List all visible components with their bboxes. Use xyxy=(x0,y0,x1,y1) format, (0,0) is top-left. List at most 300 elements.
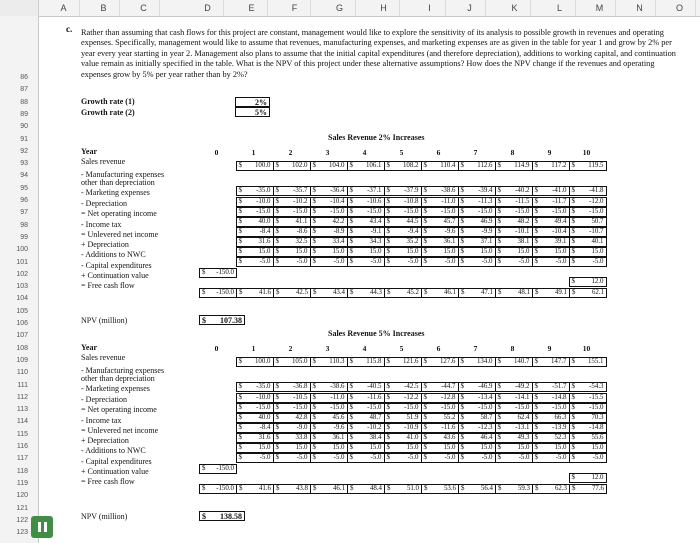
cell[interactable] xyxy=(348,485,385,494)
row-number[interactable]: 97 xyxy=(20,209,28,217)
cell[interactable] xyxy=(236,238,273,247)
cell[interactable] xyxy=(458,424,495,433)
cell[interactable] xyxy=(421,404,458,413)
cell[interactable] xyxy=(458,394,495,403)
cell[interactable] xyxy=(495,383,532,392)
cell[interactable] xyxy=(237,485,274,494)
cell[interactable] xyxy=(199,198,236,207)
cell[interactable] xyxy=(385,289,422,298)
cell[interactable] xyxy=(495,208,532,217)
cell[interactable] xyxy=(347,358,384,367)
column-header-o[interactable]: O xyxy=(664,0,696,16)
cell[interactable] xyxy=(459,485,496,494)
row-number[interactable]: 89 xyxy=(20,110,28,118)
cell[interactable] xyxy=(199,444,236,453)
cell[interactable] xyxy=(384,414,421,423)
cell[interactable] xyxy=(311,485,348,494)
cell[interactable] xyxy=(569,474,606,483)
cell[interactable] xyxy=(384,258,421,267)
cell[interactable] xyxy=(199,383,236,392)
npv-cell[interactable] xyxy=(199,511,245,521)
cell[interactable] xyxy=(310,218,347,227)
cell[interactable] xyxy=(495,187,532,196)
cell[interactable] xyxy=(310,444,347,453)
cell[interactable] xyxy=(384,218,421,227)
cell[interactable] xyxy=(495,474,532,483)
cell[interactable] xyxy=(495,434,532,443)
cell[interactable] xyxy=(421,238,458,247)
cell[interactable] xyxy=(532,218,569,227)
row-number[interactable]: 109 xyxy=(16,356,28,364)
cell[interactable] xyxy=(347,414,384,423)
row-number[interactable]: 111 xyxy=(17,381,28,389)
cell[interactable] xyxy=(495,258,532,267)
row-number[interactable]: 94 xyxy=(20,172,28,180)
row-number[interactable]: 90 xyxy=(20,123,28,131)
cell[interactable] xyxy=(569,218,606,227)
cell[interactable] xyxy=(273,424,310,433)
cell[interactable] xyxy=(199,208,236,217)
cell[interactable] xyxy=(421,278,458,287)
cell[interactable] xyxy=(199,358,236,367)
cell[interactable] xyxy=(199,238,236,247)
cell[interactable] xyxy=(458,162,495,171)
cell[interactable] xyxy=(237,289,274,298)
row-number[interactable]: 101 xyxy=(16,258,28,266)
row-number[interactable]: 98 xyxy=(20,221,28,229)
cell[interactable] xyxy=(199,394,236,403)
cell[interactable] xyxy=(569,278,606,287)
cell[interactable] xyxy=(495,454,532,463)
cell[interactable] xyxy=(458,474,495,483)
cell[interactable] xyxy=(569,404,606,413)
cell[interactable] xyxy=(495,358,532,367)
cell[interactable] xyxy=(347,424,384,433)
cell[interactable] xyxy=(384,383,421,392)
cell[interactable] xyxy=(347,394,384,403)
cell[interactable] xyxy=(421,444,458,453)
cell[interactable] xyxy=(347,278,384,287)
row-number[interactable]: 121 xyxy=(16,504,28,512)
cell[interactable] xyxy=(273,228,310,237)
row-number[interactable]: 117 xyxy=(16,455,28,463)
cell[interactable] xyxy=(422,289,459,298)
cell[interactable] xyxy=(236,454,273,463)
cell[interactable] xyxy=(199,474,236,483)
cell[interactable] xyxy=(236,258,273,267)
cell[interactable] xyxy=(273,358,310,367)
column-header-h[interactable]: H xyxy=(368,0,400,16)
cell[interactable] xyxy=(347,162,384,171)
cell[interactable] xyxy=(384,358,421,367)
cell[interactable] xyxy=(273,218,310,227)
cell[interactable] xyxy=(384,444,421,453)
cell[interactable] xyxy=(569,454,606,463)
cell[interactable] xyxy=(273,248,310,257)
cell[interactable] xyxy=(347,228,384,237)
column-header-k[interactable]: K xyxy=(499,0,531,16)
cell[interactable] xyxy=(274,289,311,298)
cell[interactable] xyxy=(458,258,495,267)
cell[interactable] xyxy=(384,394,421,403)
cell[interactable] xyxy=(422,485,459,494)
column-header-m[interactable]: M xyxy=(584,0,616,16)
cell[interactable] xyxy=(496,485,533,494)
cell[interactable] xyxy=(273,208,310,217)
cell[interactable] xyxy=(310,434,347,443)
cell[interactable] xyxy=(532,434,569,443)
cell[interactable] xyxy=(532,248,569,257)
cell[interactable] xyxy=(421,248,458,257)
cell[interactable] xyxy=(273,238,310,247)
cell[interactable] xyxy=(310,424,347,433)
row-number[interactable]: 87 xyxy=(20,86,28,94)
cell[interactable] xyxy=(533,485,570,494)
cell[interactable] xyxy=(347,383,384,392)
cell[interactable] xyxy=(421,434,458,443)
cell[interactable] xyxy=(384,474,421,483)
cell[interactable] xyxy=(421,383,458,392)
cell[interactable] xyxy=(458,218,495,227)
cell[interactable] xyxy=(236,424,273,433)
column-header-g[interactable]: G xyxy=(324,0,356,16)
pause-button[interactable] xyxy=(31,516,53,538)
cell[interactable] xyxy=(236,444,273,453)
cell[interactable] xyxy=(458,414,495,423)
cell[interactable] xyxy=(236,248,273,257)
cell[interactable] xyxy=(199,187,236,196)
cell[interactable] xyxy=(310,278,347,287)
cell[interactable] xyxy=(569,248,606,257)
cell[interactable] xyxy=(236,218,273,227)
row-number[interactable]: 108 xyxy=(16,344,28,352)
cell[interactable] xyxy=(385,485,422,494)
cell[interactable] xyxy=(532,474,569,483)
cell[interactable] xyxy=(532,424,569,433)
cell[interactable] xyxy=(458,238,495,247)
cell[interactable] xyxy=(273,278,310,287)
cell[interactable] xyxy=(495,404,532,413)
cell[interactable] xyxy=(458,187,495,196)
cell[interactable] xyxy=(532,278,569,287)
cell[interactable] xyxy=(532,208,569,217)
cell[interactable] xyxy=(347,404,384,413)
cell[interactable] xyxy=(384,248,421,257)
cell[interactable] xyxy=(236,434,273,443)
cell[interactable] xyxy=(421,474,458,483)
cell[interactable] xyxy=(347,444,384,453)
cell[interactable] xyxy=(384,208,421,217)
cell[interactable] xyxy=(310,238,347,247)
column-header-n[interactable]: N xyxy=(624,0,656,16)
cell[interactable] xyxy=(532,187,569,196)
cell[interactable] xyxy=(310,187,347,196)
cell[interactable] xyxy=(532,404,569,413)
row-number[interactable]: 102 xyxy=(16,270,28,278)
column-header-a[interactable]: A xyxy=(48,0,80,16)
cell[interactable] xyxy=(569,358,606,367)
row-number[interactable]: 122 xyxy=(16,516,28,524)
cell[interactable] xyxy=(273,198,310,207)
cell[interactable] xyxy=(236,187,273,196)
cell[interactable] xyxy=(199,218,236,227)
cell[interactable] xyxy=(459,289,496,298)
cell[interactable] xyxy=(496,289,533,298)
cell[interactable] xyxy=(236,208,273,217)
cell[interactable] xyxy=(384,198,421,207)
cell[interactable] xyxy=(273,187,310,196)
cell[interactable] xyxy=(236,383,273,392)
cell[interactable] xyxy=(569,238,606,247)
cell[interactable] xyxy=(347,187,384,196)
cell[interactable] xyxy=(384,228,421,237)
cell[interactable] xyxy=(532,383,569,392)
cell[interactable] xyxy=(458,248,495,257)
growth-rate-1-cell[interactable]: 2% xyxy=(235,97,270,107)
row-number[interactable]: 100 xyxy=(16,246,28,254)
cell[interactable] xyxy=(532,198,569,207)
npv-cell[interactable] xyxy=(199,315,245,325)
cell[interactable] xyxy=(273,414,310,423)
cell[interactable] xyxy=(200,485,237,494)
cell[interactable] xyxy=(199,248,236,257)
cell[interactable] xyxy=(495,394,532,403)
cell[interactable] xyxy=(199,278,236,287)
cell[interactable] xyxy=(199,414,236,423)
column-header-d[interactable]: D xyxy=(192,0,224,16)
cell[interactable] xyxy=(569,434,606,443)
cell[interactable] xyxy=(421,258,458,267)
cell[interactable] xyxy=(347,248,384,257)
cell[interactable] xyxy=(532,444,569,453)
row-number[interactable]: 86 xyxy=(20,74,28,81)
cell[interactable] xyxy=(236,228,273,237)
cell[interactable] xyxy=(310,414,347,423)
column-header-i[interactable]: I xyxy=(414,0,446,16)
cell[interactable] xyxy=(569,162,606,171)
cell[interactable] xyxy=(310,358,347,367)
cell[interactable] xyxy=(199,228,236,237)
cell[interactable] xyxy=(310,228,347,237)
cell[interactable] xyxy=(458,434,495,443)
cell[interactable] xyxy=(421,394,458,403)
cell[interactable] xyxy=(421,187,458,196)
row-number[interactable]: 116 xyxy=(16,443,28,450)
cell[interactable] xyxy=(532,162,569,171)
cell[interactable] xyxy=(310,208,347,217)
row-number[interactable]: 107 xyxy=(16,332,28,340)
cell[interactable] xyxy=(570,289,607,298)
cell[interactable] xyxy=(569,444,606,453)
growth-rate-2-cell[interactable]: 5% xyxy=(235,107,270,117)
cell[interactable] xyxy=(384,162,421,171)
cell[interactable] xyxy=(384,434,421,443)
cell[interactable] xyxy=(458,208,495,217)
cell[interactable] xyxy=(199,434,236,443)
cell[interactable] xyxy=(384,424,421,433)
cell[interactable] xyxy=(273,434,310,443)
cell[interactable] xyxy=(458,278,495,287)
row-number[interactable]: 118 xyxy=(16,467,28,475)
cell[interactable] xyxy=(495,424,532,433)
column-header-b[interactable]: B xyxy=(88,0,120,16)
row-number[interactable]: 112 xyxy=(16,393,28,401)
row-number[interactable]: 113 xyxy=(16,406,28,414)
cell[interactable] xyxy=(310,454,347,463)
cell[interactable] xyxy=(236,414,273,423)
cell[interactable] xyxy=(495,228,532,237)
cell[interactable] xyxy=(384,187,421,196)
row-number[interactable]: 93 xyxy=(20,160,28,168)
cell[interactable] xyxy=(273,474,310,483)
cell[interactable] xyxy=(310,198,347,207)
cell[interactable] xyxy=(569,208,606,217)
cell[interactable] xyxy=(533,289,570,298)
cell[interactable] xyxy=(532,228,569,237)
cell[interactable] xyxy=(273,258,310,267)
cell[interactable] xyxy=(200,289,237,298)
column-header-e[interactable]: E xyxy=(236,0,268,16)
cell[interactable] xyxy=(199,404,236,413)
cell[interactable] xyxy=(347,258,384,267)
row-number[interactable]: 95 xyxy=(20,184,28,192)
cell[interactable] xyxy=(495,248,532,257)
row-number[interactable]: 106 xyxy=(16,320,28,327)
row-number[interactable]: 123 xyxy=(16,529,28,537)
cell[interactable] xyxy=(532,394,569,403)
cell[interactable] xyxy=(310,248,347,257)
cell[interactable] xyxy=(532,414,569,423)
cell[interactable] xyxy=(569,198,606,207)
cell[interactable] xyxy=(495,198,532,207)
cell[interactable] xyxy=(421,228,458,237)
cell[interactable] xyxy=(458,228,495,237)
column-header-j[interactable]: J xyxy=(454,0,486,16)
cell[interactable] xyxy=(570,485,607,494)
cell[interactable] xyxy=(199,454,236,463)
column-header-l[interactable]: L xyxy=(544,0,576,16)
row-number[interactable]: 114 xyxy=(16,418,28,426)
cell[interactable] xyxy=(532,358,569,367)
cell[interactable] xyxy=(310,162,347,171)
cell[interactable] xyxy=(532,258,569,267)
cell[interactable] xyxy=(273,383,310,392)
cell[interactable] xyxy=(569,394,606,403)
cell[interactable] xyxy=(311,289,348,298)
cell[interactable] xyxy=(347,474,384,483)
cell[interactable] xyxy=(458,454,495,463)
select-all-corner[interactable] xyxy=(0,0,39,16)
cell[interactable] xyxy=(236,278,273,287)
column-header-c[interactable]: C xyxy=(128,0,160,16)
row-number[interactable]: 104 xyxy=(16,295,28,303)
cell[interactable] xyxy=(421,424,458,433)
cell[interactable] xyxy=(495,218,532,227)
cell[interactable] xyxy=(569,258,606,267)
cell[interactable] xyxy=(310,258,347,267)
cell[interactable] xyxy=(236,404,273,413)
cell[interactable] xyxy=(421,198,458,207)
cell[interactable] xyxy=(569,187,606,196)
cell[interactable] xyxy=(310,394,347,403)
cell[interactable] xyxy=(273,444,310,453)
cell[interactable] xyxy=(347,218,384,227)
row-number[interactable]: 120 xyxy=(16,492,28,500)
cell[interactable] xyxy=(569,414,606,423)
cell[interactable] xyxy=(421,414,458,423)
cell[interactable] xyxy=(495,444,532,453)
cell[interactable] xyxy=(199,162,236,171)
row-number[interactable]: 110 xyxy=(16,369,28,377)
row-number[interactable]: 115 xyxy=(16,430,28,438)
cell[interactable] xyxy=(495,414,532,423)
cell[interactable] xyxy=(199,424,236,433)
cell[interactable] xyxy=(273,162,310,171)
cell[interactable] xyxy=(310,474,347,483)
cell[interactable] xyxy=(347,208,384,217)
cell[interactable] xyxy=(421,208,458,217)
cell[interactable] xyxy=(310,383,347,392)
cell[interactable] xyxy=(347,434,384,443)
cell[interactable] xyxy=(458,198,495,207)
cell[interactable] xyxy=(421,358,458,367)
cell[interactable] xyxy=(384,278,421,287)
cell[interactable] xyxy=(495,162,532,171)
cell[interactable] xyxy=(236,162,273,171)
cell[interactable] xyxy=(384,238,421,247)
cell[interactable] xyxy=(495,238,532,247)
cell[interactable] xyxy=(236,358,273,367)
cell[interactable] xyxy=(348,289,385,298)
cell[interactable] xyxy=(310,404,347,413)
cell[interactable] xyxy=(458,358,495,367)
cell[interactable] xyxy=(458,404,495,413)
cell[interactable] xyxy=(532,238,569,247)
cell[interactable] xyxy=(273,404,310,413)
cell[interactable] xyxy=(236,198,273,207)
cell[interactable] xyxy=(495,278,532,287)
row-number[interactable]: 99 xyxy=(20,233,28,241)
cell[interactable] xyxy=(236,394,273,403)
cell[interactable] xyxy=(236,474,273,483)
cell[interactable] xyxy=(274,485,311,494)
cell[interactable] xyxy=(569,424,606,433)
row-number[interactable]: 105 xyxy=(16,307,28,315)
cell[interactable] xyxy=(384,454,421,463)
cell[interactable] xyxy=(199,258,236,267)
cell[interactable] xyxy=(347,454,384,463)
cell[interactable] xyxy=(569,383,606,392)
column-header-f[interactable]: F xyxy=(279,0,311,16)
cell[interactable] xyxy=(273,454,310,463)
cell[interactable] xyxy=(421,162,458,171)
cell[interactable] xyxy=(347,238,384,247)
cell[interactable] xyxy=(458,383,495,392)
cell[interactable] xyxy=(421,454,458,463)
cell[interactable] xyxy=(347,198,384,207)
row-number[interactable]: 103 xyxy=(16,283,28,291)
row-number[interactable]: 92 xyxy=(20,147,28,155)
row-number[interactable]: 119 xyxy=(16,479,28,487)
cell[interactable] xyxy=(384,404,421,413)
cell[interactable] xyxy=(569,228,606,237)
row-number[interactable]: 91 xyxy=(20,135,28,143)
row-number[interactable]: 96 xyxy=(20,197,28,204)
cell[interactable] xyxy=(421,218,458,227)
cell[interactable] xyxy=(532,454,569,463)
cell[interactable] xyxy=(273,394,310,403)
row-number[interactable]: 88 xyxy=(20,98,28,106)
